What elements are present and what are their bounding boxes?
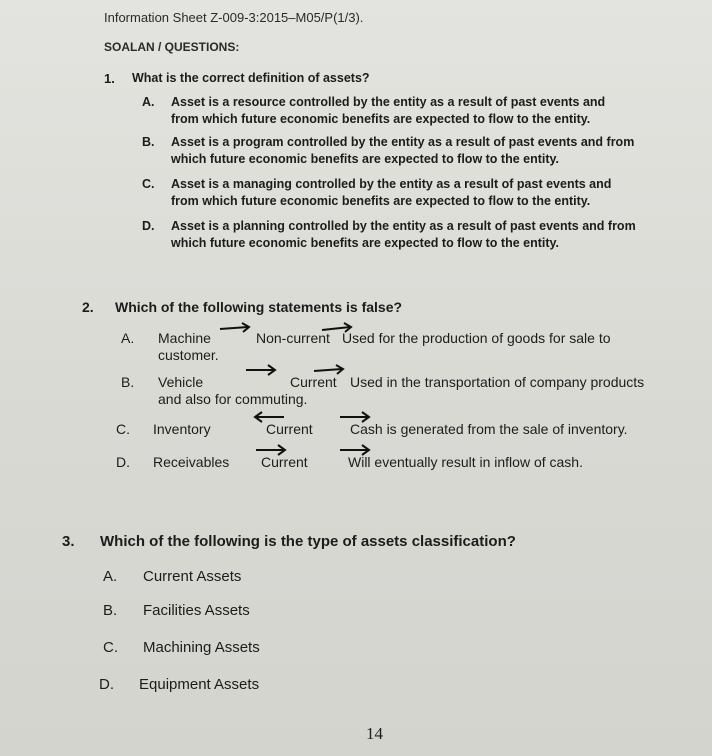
asset-description: Cash is generated from the sale of inventory. (350, 421, 628, 437)
option-letter: A. (121, 330, 135, 346)
arrow-right-icon (312, 364, 346, 376)
option-letter: D. (142, 219, 155, 233)
option-letter: A. (142, 95, 155, 109)
option-letter: C. (142, 177, 155, 191)
option-letter: C. (103, 639, 118, 656)
question-3-text: Which of the following is the type of assets classification? (100, 533, 516, 550)
option-letter: A. (103, 568, 118, 585)
option-text-line1: Asset is a managing controlled by the entity as a result of past events and (171, 177, 612, 191)
question-2-text: Which of the following statements is false? (115, 299, 403, 315)
option-letter: B. (121, 374, 135, 390)
asset-item: Receivables (153, 454, 230, 470)
asset-description-line2: and also for commuting. (158, 391, 308, 407)
asset-class: Non-current (256, 330, 330, 346)
option-text-line1: Asset is a resource controlled by the entity as a result of past events and (171, 95, 606, 109)
asset-class: Current (266, 421, 313, 437)
page-number: 14 (366, 724, 383, 743)
option-text-line2: from which future economic benefits are expected to flow to the entity. (171, 194, 591, 208)
asset-class: Current (261, 454, 308, 470)
option-letter: D. (116, 454, 130, 470)
option-label: Machining Assets (143, 639, 260, 656)
asset-item: Inventory (153, 421, 211, 437)
question-3-number: 3. (62, 533, 75, 550)
asset-item: Machine (158, 330, 211, 346)
section-heading: SOALAN / QUESTIONS: (104, 40, 240, 54)
question-1-number: 1. (104, 71, 115, 86)
option-label: Equipment Assets (139, 676, 260, 693)
asset-class: Current (290, 374, 337, 390)
option-label: Current Assets (143, 568, 242, 585)
question-2-number: 2. (82, 299, 94, 315)
arrow-right-icon (244, 364, 278, 376)
sheet-title: Information Sheet Z-009-3:2015–M05/P(1/3). (104, 10, 364, 25)
asset-description: Used for the production of goods for sale to (342, 330, 611, 346)
question-1-text: What is the correct definition of assets? (132, 71, 370, 85)
option-text-line2: from which future economic benefits are expected to flow to the entity. (171, 112, 591, 126)
option-letter: D. (99, 676, 114, 693)
asset-description: Used in the transportation of company products (350, 374, 645, 390)
option-text-line2: which future economic benefits are expected to flow to the entity. (171, 152, 560, 166)
option-label: Facilities Assets (143, 602, 250, 619)
asset-description-line2: customer. (158, 347, 219, 363)
asset-item: Vehicle (158, 374, 204, 390)
asset-description: Will eventually result in inflow of cash. (348, 454, 583, 470)
option-letter: B. (103, 602, 118, 619)
option-letter: C. (116, 421, 130, 437)
arrow-right-icon (218, 322, 252, 334)
option-letter: B. (142, 135, 155, 149)
option-text-line2: which future economic benefits are expected to flow to the entity. (171, 236, 560, 250)
option-text-line1: Asset is a program controlled by the entity as a result of past events and from (171, 135, 635, 149)
option-text-line1: Asset is a planning controlled by the entity as a result of past events and from (171, 219, 636, 233)
